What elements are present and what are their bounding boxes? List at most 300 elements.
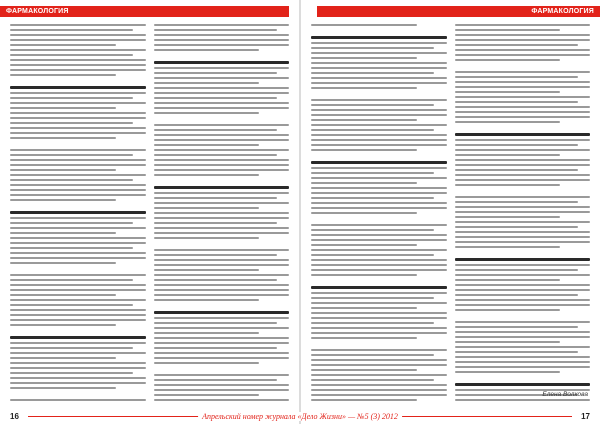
text-line-placeholder bbox=[311, 144, 447, 146]
text-line-placeholder bbox=[10, 174, 146, 176]
text-line-placeholder bbox=[154, 304, 290, 308]
text-line-placeholder bbox=[311, 327, 447, 329]
text-line-placeholder bbox=[311, 192, 447, 194]
text-line-placeholder bbox=[154, 264, 290, 266]
text-line-placeholder bbox=[10, 309, 146, 311]
text-line-placeholder bbox=[10, 382, 146, 384]
text-line-placeholder bbox=[455, 246, 561, 248]
text-line-placeholder bbox=[154, 124, 290, 126]
text-line-placeholder bbox=[154, 44, 290, 46]
text-line-placeholder bbox=[311, 57, 417, 59]
text-line-placeholder bbox=[10, 79, 146, 83]
text-line-placeholder bbox=[311, 104, 434, 106]
text-line-placeholder bbox=[10, 184, 146, 186]
text-line-placeholder bbox=[154, 24, 290, 26]
text-line-placeholder bbox=[311, 77, 447, 79]
text-line-placeholder bbox=[154, 72, 277, 74]
text-line-placeholder bbox=[10, 232, 116, 234]
text-line-placeholder bbox=[10, 137, 116, 139]
text-line-placeholder bbox=[455, 269, 578, 271]
text-line-placeholder bbox=[154, 342, 290, 344]
page-number-right: 17 bbox=[581, 412, 590, 421]
text-line-placeholder bbox=[154, 102, 290, 104]
text-line-placeholder bbox=[311, 254, 434, 256]
text-line-placeholder bbox=[455, 221, 591, 223]
text-line-placeholder bbox=[10, 372, 133, 374]
text-line-placeholder bbox=[154, 237, 260, 239]
section-header-right: ФАРМАКОЛОГИЯ bbox=[317, 6, 600, 17]
text-line-placeholder bbox=[10, 222, 133, 224]
text-line-placeholder bbox=[10, 97, 133, 99]
text-line-placeholder bbox=[154, 379, 277, 381]
text-line-placeholder bbox=[455, 91, 561, 93]
text-line-placeholder bbox=[154, 174, 260, 176]
text-line-placeholder bbox=[455, 309, 561, 311]
text-line-placeholder bbox=[154, 92, 290, 94]
text-line-placeholder bbox=[311, 99, 447, 101]
text-line-placeholder bbox=[455, 144, 578, 146]
text-line-placeholder bbox=[455, 331, 591, 333]
text-line-placeholder bbox=[455, 34, 591, 36]
left-page bbox=[0, 0, 299, 424]
text-line-placeholder bbox=[154, 289, 290, 291]
text-line-placeholder bbox=[10, 352, 146, 354]
text-line-placeholder bbox=[311, 119, 417, 121]
text-line-placeholder bbox=[311, 167, 447, 169]
text-line-placeholder bbox=[311, 109, 447, 111]
text-line-placeholder bbox=[455, 24, 591, 26]
text-line-placeholder bbox=[154, 139, 290, 141]
text-line-placeholder bbox=[311, 394, 447, 396]
text-line-placeholder bbox=[455, 149, 591, 151]
text-line-placeholder bbox=[10, 164, 146, 166]
text-line-placeholder bbox=[10, 204, 146, 208]
text-line-placeholder bbox=[455, 196, 591, 198]
text-line-placeholder bbox=[311, 52, 447, 54]
text-line-placeholder bbox=[10, 274, 146, 276]
text-line-placeholder bbox=[455, 179, 591, 181]
text-line-placeholder bbox=[10, 247, 133, 249]
body-column-2 bbox=[154, 24, 290, 404]
text-line-placeholder bbox=[311, 217, 447, 221]
text-line-placeholder bbox=[311, 36, 447, 39]
text-line-placeholder bbox=[10, 377, 146, 379]
text-line-placeholder bbox=[10, 279, 133, 281]
text-line-placeholder bbox=[10, 142, 146, 146]
text-line-placeholder bbox=[455, 116, 591, 118]
text-line-placeholder bbox=[10, 92, 146, 94]
text-line-placeholder bbox=[455, 54, 591, 56]
text-line-placeholder bbox=[154, 82, 260, 84]
text-line-placeholder bbox=[10, 34, 146, 36]
text-line-placeholder bbox=[10, 102, 146, 104]
text-line-placeholder bbox=[455, 133, 591, 136]
text-line-placeholder bbox=[455, 314, 591, 318]
text-line-placeholder bbox=[10, 69, 146, 71]
text-line-placeholder bbox=[154, 227, 290, 229]
text-line-placeholder bbox=[311, 302, 447, 304]
text-line-placeholder bbox=[154, 367, 290, 371]
text-line-placeholder bbox=[455, 101, 578, 103]
text-line-placeholder bbox=[10, 387, 116, 389]
article-byline: Елена Волкова bbox=[542, 391, 588, 398]
text-line-placeholder bbox=[455, 174, 591, 176]
text-line-placeholder bbox=[10, 169, 116, 171]
text-lines bbox=[455, 24, 591, 404]
text-line-placeholder bbox=[154, 327, 290, 329]
text-line-placeholder bbox=[311, 62, 447, 64]
text-line-placeholder bbox=[154, 217, 290, 219]
text-line-placeholder bbox=[455, 159, 591, 161]
text-line-placeholder bbox=[311, 139, 447, 141]
text-line-placeholder bbox=[455, 111, 591, 113]
text-line-placeholder bbox=[311, 47, 434, 49]
text-line-placeholder bbox=[154, 144, 260, 146]
text-line-placeholder bbox=[455, 258, 591, 261]
text-lines bbox=[154, 24, 290, 404]
text-line-placeholder bbox=[455, 299, 591, 301]
text-line-placeholder bbox=[311, 379, 434, 381]
text-line-placeholder bbox=[10, 24, 146, 26]
text-line-placeholder bbox=[455, 59, 561, 61]
text-line-placeholder bbox=[10, 86, 146, 89]
text-line-placeholder bbox=[311, 259, 447, 261]
text-lines bbox=[311, 24, 447, 404]
text-line-placeholder bbox=[154, 61, 290, 64]
text-line-placeholder bbox=[311, 197, 434, 199]
text-line-placeholder bbox=[154, 374, 290, 376]
text-line-placeholder bbox=[311, 29, 447, 33]
text-line-placeholder bbox=[455, 139, 591, 141]
text-line-placeholder bbox=[311, 212, 417, 214]
text-line-placeholder bbox=[311, 177, 447, 179]
text-line-placeholder bbox=[455, 29, 561, 31]
text-line-placeholder bbox=[455, 289, 591, 291]
text-line-placeholder bbox=[455, 264, 591, 266]
text-line-placeholder bbox=[154, 232, 290, 234]
text-line-placeholder bbox=[154, 97, 277, 99]
text-line-placeholder bbox=[455, 39, 591, 41]
text-line-placeholder bbox=[311, 202, 447, 204]
text-line-placeholder bbox=[311, 389, 447, 391]
footer-journal-issue: Апрельский номер журнала «Дело Жизни» — №5 (3) 2012 bbox=[198, 412, 402, 421]
text-line-placeholder bbox=[154, 186, 290, 189]
text-line-placeholder bbox=[455, 189, 591, 193]
text-line-placeholder bbox=[311, 364, 447, 366]
text-line-placeholder bbox=[10, 127, 146, 129]
text-line-placeholder bbox=[154, 129, 277, 131]
text-line-placeholder bbox=[10, 112, 146, 114]
text-line-placeholder bbox=[311, 161, 447, 164]
text-line-placeholder bbox=[311, 182, 417, 184]
text-line-placeholder bbox=[311, 349, 447, 351]
text-line-placeholder bbox=[311, 317, 447, 319]
text-line-placeholder bbox=[154, 399, 290, 401]
text-line-placeholder bbox=[455, 361, 591, 363]
text-line-placeholder bbox=[154, 149, 290, 151]
text-line-placeholder bbox=[154, 254, 277, 256]
text-line-placeholder bbox=[455, 106, 591, 108]
right-page bbox=[301, 0, 600, 424]
text-line-placeholder bbox=[154, 207, 260, 209]
text-line-placeholder bbox=[455, 96, 591, 98]
text-line-placeholder bbox=[154, 134, 290, 136]
text-line-placeholder bbox=[154, 394, 260, 396]
text-line-placeholder bbox=[154, 242, 290, 246]
text-line-placeholder bbox=[311, 244, 417, 246]
text-line-placeholder bbox=[10, 211, 146, 214]
text-line-placeholder bbox=[10, 199, 116, 201]
right-page-columns bbox=[311, 24, 590, 404]
text-line-placeholder bbox=[10, 294, 116, 296]
text-line-placeholder bbox=[10, 367, 146, 369]
text-line-placeholder bbox=[154, 164, 290, 166]
text-line-placeholder bbox=[311, 67, 447, 69]
text-line-placeholder bbox=[154, 112, 260, 114]
text-line-placeholder bbox=[311, 337, 417, 339]
text-line-placeholder bbox=[10, 159, 146, 161]
body-column-3 bbox=[311, 24, 447, 404]
text-line-placeholder bbox=[311, 92, 447, 96]
text-line-placeholder bbox=[154, 384, 290, 386]
text-line-placeholder bbox=[455, 376, 591, 380]
text-line-placeholder bbox=[10, 242, 146, 244]
text-line-placeholder bbox=[311, 274, 417, 276]
text-line-placeholder bbox=[311, 24, 417, 26]
text-line-placeholder bbox=[10, 54, 133, 56]
text-line-placeholder bbox=[311, 342, 447, 346]
text-line-placeholder bbox=[154, 54, 290, 58]
body-column-4 bbox=[455, 24, 591, 404]
text-line-placeholder bbox=[311, 322, 434, 324]
text-line-placeholder bbox=[455, 236, 591, 238]
text-line-placeholder bbox=[455, 49, 591, 51]
text-line-placeholder bbox=[311, 374, 447, 376]
text-line-placeholder bbox=[455, 44, 578, 46]
text-line-placeholder bbox=[455, 206, 591, 208]
text-lines bbox=[10, 24, 146, 404]
text-line-placeholder bbox=[154, 34, 290, 36]
text-line-placeholder bbox=[10, 252, 146, 254]
text-line-placeholder bbox=[455, 76, 578, 78]
text-line-placeholder bbox=[455, 201, 578, 203]
text-line-placeholder bbox=[311, 42, 447, 44]
text-line-placeholder bbox=[154, 117, 290, 121]
text-line-placeholder bbox=[10, 39, 146, 41]
text-line-placeholder bbox=[455, 64, 591, 68]
text-line-placeholder bbox=[311, 87, 417, 89]
text-line-placeholder bbox=[154, 29, 277, 31]
text-line-placeholder bbox=[154, 322, 277, 324]
text-line-placeholder bbox=[10, 257, 146, 259]
text-line-placeholder bbox=[455, 351, 578, 353]
text-line-placeholder bbox=[10, 154, 133, 156]
text-line-placeholder bbox=[10, 284, 146, 286]
text-line-placeholder bbox=[311, 149, 417, 151]
text-line-placeholder bbox=[154, 192, 290, 194]
text-line-placeholder bbox=[455, 231, 591, 233]
text-line-placeholder bbox=[455, 284, 591, 286]
text-line-placeholder bbox=[154, 259, 290, 261]
text-line-placeholder bbox=[10, 217, 146, 219]
text-line-placeholder bbox=[10, 362, 146, 364]
text-line-placeholder bbox=[311, 124, 447, 126]
text-line-placeholder bbox=[10, 227, 146, 229]
text-line-placeholder bbox=[455, 226, 578, 228]
text-line-placeholder bbox=[311, 279, 447, 283]
text-line-placeholder bbox=[154, 317, 290, 319]
text-line-placeholder bbox=[455, 356, 591, 358]
text-line-placeholder bbox=[10, 194, 146, 196]
text-line-placeholder bbox=[311, 239, 447, 241]
text-line-placeholder bbox=[154, 389, 290, 391]
text-line-placeholder bbox=[311, 172, 434, 174]
text-line-placeholder bbox=[10, 29, 133, 31]
text-line-placeholder bbox=[10, 44, 116, 46]
text-line-placeholder bbox=[10, 237, 146, 239]
text-line-placeholder bbox=[154, 311, 290, 314]
text-line-placeholder bbox=[311, 229, 434, 231]
text-line-placeholder bbox=[10, 319, 146, 321]
text-line-placeholder bbox=[154, 284, 290, 286]
text-line-placeholder bbox=[311, 264, 447, 266]
text-line-placeholder bbox=[311, 82, 447, 84]
text-line-placeholder bbox=[154, 362, 260, 364]
text-line-placeholder bbox=[10, 107, 116, 109]
text-line-placeholder bbox=[10, 304, 133, 306]
text-line-placeholder bbox=[154, 294, 290, 296]
text-line-placeholder bbox=[455, 274, 591, 276]
text-line-placeholder bbox=[154, 337, 290, 339]
text-line-placeholder bbox=[10, 74, 116, 76]
body-column-1 bbox=[10, 24, 146, 404]
text-line-placeholder bbox=[10, 262, 116, 264]
text-line-placeholder bbox=[311, 207, 447, 209]
text-line-placeholder bbox=[311, 369, 417, 371]
text-line-placeholder bbox=[455, 346, 591, 348]
text-line-placeholder bbox=[455, 216, 561, 218]
text-line-placeholder bbox=[154, 269, 260, 271]
text-line-placeholder bbox=[154, 222, 277, 224]
text-line-placeholder bbox=[455, 279, 561, 281]
text-line-placeholder bbox=[311, 72, 434, 74]
text-line-placeholder bbox=[311, 234, 447, 236]
text-line-placeholder bbox=[455, 121, 561, 123]
text-line-placeholder bbox=[311, 129, 434, 131]
text-line-placeholder bbox=[311, 312, 447, 314]
text-line-placeholder bbox=[455, 366, 591, 368]
text-line-placeholder bbox=[154, 332, 260, 334]
text-line-placeholder bbox=[455, 304, 591, 306]
text-line-placeholder bbox=[154, 107, 290, 109]
text-line-placeholder bbox=[154, 39, 290, 41]
text-line-placeholder bbox=[10, 117, 146, 119]
text-line-placeholder bbox=[154, 357, 290, 359]
text-line-placeholder bbox=[154, 87, 290, 89]
text-line-placeholder bbox=[455, 341, 561, 343]
text-line-placeholder bbox=[10, 329, 146, 333]
text-line-placeholder bbox=[311, 307, 417, 309]
text-line-placeholder bbox=[311, 134, 447, 136]
text-line-placeholder bbox=[455, 326, 578, 328]
text-line-placeholder bbox=[311, 359, 447, 361]
text-line-placeholder bbox=[10, 122, 133, 124]
text-line-placeholder bbox=[455, 251, 591, 255]
text-line-placeholder bbox=[154, 352, 290, 354]
text-line-placeholder bbox=[10, 189, 146, 191]
text-line-placeholder bbox=[311, 249, 447, 251]
text-line-placeholder bbox=[154, 212, 290, 214]
text-line-placeholder bbox=[10, 299, 146, 301]
text-line-placeholder bbox=[455, 399, 591, 401]
text-line-placeholder bbox=[10, 289, 146, 291]
text-line-placeholder bbox=[10, 347, 133, 349]
text-line-placeholder bbox=[455, 81, 591, 83]
text-line-placeholder bbox=[154, 249, 290, 251]
text-line-placeholder bbox=[311, 292, 447, 294]
text-line-placeholder bbox=[311, 297, 434, 299]
left-page-columns bbox=[10, 24, 289, 404]
text-line-placeholder bbox=[154, 67, 290, 69]
text-line-placeholder bbox=[10, 149, 146, 151]
text-line-placeholder bbox=[10, 132, 146, 134]
text-line-placeholder bbox=[455, 184, 561, 186]
page-number-left: 16 bbox=[10, 412, 19, 421]
text-line-placeholder bbox=[154, 169, 290, 171]
text-line-placeholder bbox=[455, 169, 578, 171]
text-line-placeholder bbox=[154, 274, 290, 276]
text-line-placeholder bbox=[311, 399, 417, 401]
text-line-placeholder bbox=[311, 224, 447, 226]
text-line-placeholder bbox=[10, 49, 146, 51]
text-line-placeholder bbox=[311, 384, 447, 386]
text-line-placeholder bbox=[311, 354, 434, 356]
text-line-placeholder bbox=[455, 164, 591, 166]
text-line-placeholder bbox=[154, 279, 277, 281]
text-line-placeholder bbox=[10, 336, 146, 339]
text-line-placeholder bbox=[455, 86, 591, 88]
text-line-placeholder bbox=[154, 197, 277, 199]
text-line-placeholder bbox=[455, 241, 591, 243]
text-line-placeholder bbox=[311, 114, 447, 116]
text-line-placeholder bbox=[455, 383, 591, 386]
text-line-placeholder bbox=[154, 299, 260, 301]
text-line-placeholder bbox=[10, 399, 146, 401]
text-line-placeholder bbox=[10, 267, 146, 271]
text-line-placeholder bbox=[311, 269, 447, 271]
text-line-placeholder bbox=[455, 126, 591, 130]
text-line-placeholder bbox=[10, 324, 116, 326]
text-line-placeholder bbox=[455, 371, 561, 373]
text-line-placeholder bbox=[154, 347, 277, 349]
text-line-placeholder bbox=[311, 332, 447, 334]
text-line-placeholder bbox=[154, 49, 260, 51]
text-line-placeholder bbox=[154, 202, 290, 204]
text-line-placeholder bbox=[311, 187, 447, 189]
text-line-placeholder bbox=[10, 64, 146, 66]
text-line-placeholder bbox=[10, 392, 146, 396]
text-line-placeholder bbox=[455, 154, 561, 156]
text-line-placeholder bbox=[154, 77, 290, 79]
text-line-placeholder bbox=[10, 314, 146, 316]
text-line-placeholder bbox=[455, 336, 591, 338]
text-line-placeholder bbox=[10, 179, 133, 181]
text-line-placeholder bbox=[10, 357, 116, 359]
text-line-placeholder bbox=[455, 211, 591, 213]
text-line-placeholder bbox=[455, 71, 591, 73]
text-line-placeholder bbox=[154, 154, 277, 156]
text-line-placeholder bbox=[311, 286, 447, 289]
